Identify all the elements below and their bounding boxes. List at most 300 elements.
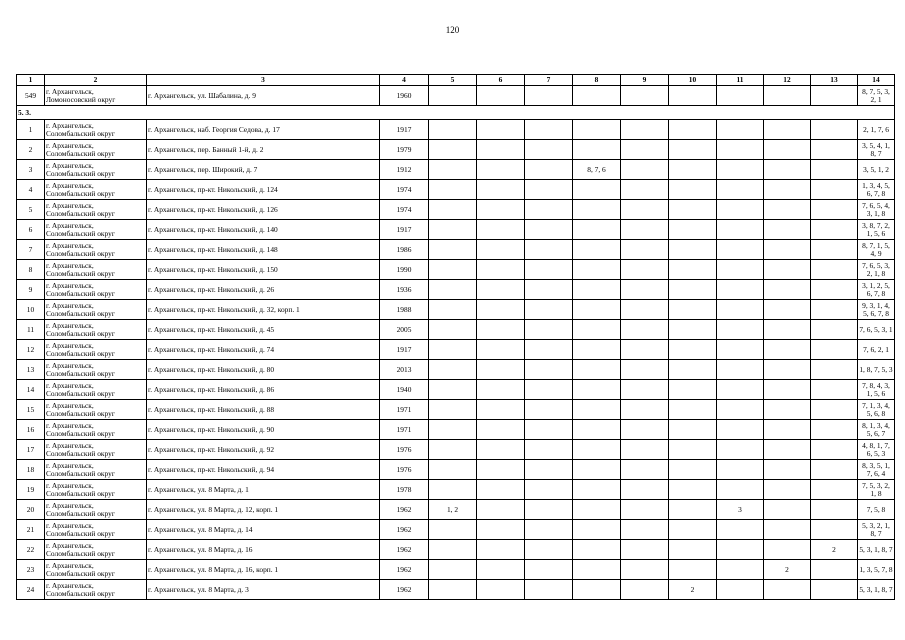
district-cell: г. Архангельск, Соломбальский округ: [45, 320, 147, 340]
col12-cell: [764, 480, 811, 500]
table-row: [17, 280, 895, 300]
col7-cell: [525, 560, 573, 580]
address-cell: г. Архангельск, ул. 8 Марта, д. 16: [147, 540, 380, 560]
col12-cell: [764, 540, 811, 560]
col10-cell: [669, 440, 717, 460]
col5-cell: [429, 140, 477, 160]
row-number: 5: [17, 200, 45, 220]
col14-cell: 3, 8, 7, 2, 1, 5, 6: [858, 220, 895, 240]
col13-cell: [811, 520, 858, 540]
column-header: 7: [525, 75, 573, 86]
col12-cell: [764, 340, 811, 360]
col12-cell: [764, 140, 811, 160]
year-cell: 1962: [380, 520, 429, 540]
column-header: 4: [380, 75, 429, 86]
col5-cell: [429, 200, 477, 220]
col7-cell: [525, 200, 573, 220]
year-cell: 1971: [380, 400, 429, 420]
col9-cell: [621, 86, 669, 106]
col14-cell: 7, 6, 5, 4, 3, 1, 8: [858, 200, 895, 220]
col8-cell: [573, 400, 621, 420]
row-number: 15: [17, 400, 45, 420]
address-cell: г. Архангельск, ул. 8 Марта, д. 14: [147, 520, 380, 540]
col9-cell: [621, 280, 669, 300]
table-row: [17, 400, 895, 420]
col14-cell: 7, 5, 8: [858, 500, 895, 520]
table-row: [17, 200, 895, 220]
year-cell: 1976: [380, 440, 429, 460]
col14-cell: 7, 6, 5, 3, 1: [858, 320, 895, 340]
col6-cell: [477, 220, 525, 240]
col7-cell: [525, 300, 573, 320]
col9-cell: [621, 240, 669, 260]
col8-cell: [573, 360, 621, 380]
col10-cell: [669, 360, 717, 380]
row-number: 20: [17, 500, 45, 520]
district-cell: г. Архангельск, Соломбальский округ: [45, 360, 147, 380]
row-number: 23: [17, 560, 45, 580]
col11-cell: [717, 280, 764, 300]
table-row: [17, 520, 895, 540]
col11-cell: [717, 120, 764, 140]
col5-cell: [429, 180, 477, 200]
column-header: 5: [429, 75, 477, 86]
col7-cell: [525, 400, 573, 420]
col10-cell: [669, 520, 717, 540]
column-header: 13: [811, 75, 858, 86]
row-number: 14: [17, 380, 45, 400]
col14-cell: 8, 7, 1, 5, 4, 9: [858, 240, 895, 260]
col6-cell: [477, 160, 525, 180]
col10-cell: [669, 540, 717, 560]
column-header: 10: [669, 75, 717, 86]
year-cell: 1971: [380, 420, 429, 440]
col13-cell: [811, 200, 858, 220]
col10-cell: [669, 500, 717, 520]
table-row: [17, 86, 895, 106]
col9-cell: [621, 380, 669, 400]
district-cell: г. Архангельск, Соломбальский округ: [45, 120, 147, 140]
table-row: [17, 560, 895, 580]
col10-cell: [669, 280, 717, 300]
col7-cell: [525, 160, 573, 180]
col8-cell: [573, 460, 621, 480]
col11-cell: [717, 200, 764, 220]
col14-cell: 3, 5, 1, 2: [858, 160, 895, 180]
col6-cell: [477, 140, 525, 160]
col8-cell: [573, 240, 621, 260]
col11-cell: [717, 340, 764, 360]
row-number: 16: [17, 420, 45, 440]
col14-cell: 3, 5, 4, 1, 8, 7: [858, 140, 895, 160]
col9-cell: [621, 420, 669, 440]
col8-cell: [573, 320, 621, 340]
col14-cell: 5, 3, 2, 1, 8, 7: [858, 520, 895, 540]
col6-cell: [477, 120, 525, 140]
col7-cell: [525, 340, 573, 360]
year-cell: 1990: [380, 260, 429, 280]
col11-cell: [717, 420, 764, 440]
row-number: 2: [17, 140, 45, 160]
row-number: 6: [17, 220, 45, 240]
district-cell: г. Архангельск, Соломбальский округ: [45, 340, 147, 360]
address-cell: г. Архангельск, пр-кт. Никольский, д. 26: [147, 280, 380, 300]
col12-cell: [764, 120, 811, 140]
col13-cell: [811, 340, 858, 360]
col14-cell: 4, 8, 1, 7, 6, 5, 3: [858, 440, 895, 460]
page-number: 120: [445, 25, 460, 35]
col8-cell: [573, 140, 621, 160]
col5-cell: [429, 400, 477, 420]
district-cell: г. Архангельск, Соломбальский округ: [45, 580, 147, 600]
year-cell: 2013: [380, 360, 429, 380]
col8-cell: [573, 86, 621, 106]
col13-cell: [811, 500, 858, 520]
col7-cell: [525, 520, 573, 540]
col5-cell: [429, 580, 477, 600]
address-cell: г. Архангельск, пр-кт. Никольский, д. 32, корп. 1: [147, 300, 380, 320]
district-cell: г. Архангельск, Соломбальский округ: [45, 180, 147, 200]
col12-cell: [764, 460, 811, 480]
address-cell: г. Архангельск, ул. 8 Марта, д. 1: [147, 480, 380, 500]
col10-cell: [669, 460, 717, 480]
address-cell: г. Архангельск, пр-кт. Никольский, д. 140: [147, 220, 380, 240]
col11-cell: [717, 160, 764, 180]
table-row: [17, 240, 895, 260]
col10-cell: [669, 480, 717, 500]
col12-cell: [764, 160, 811, 180]
col12-cell: [764, 200, 811, 220]
col13-cell: [811, 420, 858, 440]
col12-cell: 2: [764, 560, 811, 580]
col12-cell: [764, 220, 811, 240]
col9-cell: [621, 300, 669, 320]
col13-cell: 2: [811, 540, 858, 560]
col8-cell: [573, 420, 621, 440]
table-row: [17, 220, 895, 240]
col11-cell: [717, 460, 764, 480]
col14-cell: 7, 6, 5, 3, 2, 1, 8: [858, 260, 895, 280]
col5-cell: [429, 120, 477, 140]
district-cell: г. Архангельск, Соломбальский округ: [45, 300, 147, 320]
col6-cell: [477, 400, 525, 420]
col9-cell: [621, 500, 669, 520]
year-cell: 1962: [380, 500, 429, 520]
col8-cell: [573, 260, 621, 280]
district-cell: г. Архангельск, Соломбальский округ: [45, 400, 147, 420]
address-cell: г. Архангельск, пр-кт. Никольский, д. 92: [147, 440, 380, 460]
table-row: [17, 360, 895, 380]
col5-cell: [429, 460, 477, 480]
table-row: [17, 440, 895, 460]
col6-cell: [477, 300, 525, 320]
col6-cell: [477, 380, 525, 400]
col10-cell: [669, 320, 717, 340]
col5-cell: [429, 340, 477, 360]
year-cell: 1917: [380, 220, 429, 240]
col14-cell: 7, 6, 2, 1: [858, 340, 895, 360]
col14-cell: 5, 3, 1, 8, 7: [858, 540, 895, 560]
col12-cell: [764, 240, 811, 260]
district-cell: г. Архангельск, Соломбальский округ: [45, 220, 147, 240]
col11-cell: [717, 580, 764, 600]
col14-cell: 8, 1, 3, 4, 5, 6, 7: [858, 420, 895, 440]
col8-cell: [573, 560, 621, 580]
year-cell: 1962: [380, 540, 429, 560]
col14-cell: 1, 3, 4, 5, 6, 7, 8: [858, 180, 895, 200]
col6-cell: [477, 580, 525, 600]
address-cell: г. Архангельск, ул. 8 Марта, д. 16, корп. 1: [147, 560, 380, 580]
col13-cell: [811, 140, 858, 160]
table-row: [17, 140, 895, 160]
col6-cell: [477, 280, 525, 300]
col11-cell: [717, 220, 764, 240]
year-cell: 1978: [380, 480, 429, 500]
col6-cell: [477, 240, 525, 260]
col8-cell: [573, 180, 621, 200]
col6-cell: [477, 360, 525, 380]
row-number: 3: [17, 160, 45, 180]
col11-cell: [717, 260, 764, 280]
col5-cell: [429, 260, 477, 280]
col13-cell: [811, 320, 858, 340]
col10-cell: [669, 300, 717, 320]
column-header: 3: [147, 75, 380, 86]
col6-cell: [477, 420, 525, 440]
col6-cell: [477, 260, 525, 280]
col5-cell: [429, 360, 477, 380]
col8-cell: [573, 500, 621, 520]
district-cell: г. Архангельск, Соломбальский округ: [45, 260, 147, 280]
table-row: [17, 380, 895, 400]
column-header: 8: [573, 75, 621, 86]
col11-cell: 3: [717, 500, 764, 520]
address-cell: г. Архангельск, пр-кт. Никольский, д. 150: [147, 260, 380, 280]
col12-cell: [764, 180, 811, 200]
col10-cell: [669, 200, 717, 220]
col10-cell: [669, 180, 717, 200]
table-row: [17, 160, 895, 180]
col11-cell: [717, 360, 764, 380]
row-number: 9: [17, 280, 45, 300]
col13-cell: [811, 400, 858, 420]
year-cell: 1962: [380, 580, 429, 600]
row-number: 12: [17, 340, 45, 360]
col11-cell: [717, 300, 764, 320]
column-header: 12: [764, 75, 811, 86]
col11-cell: [717, 140, 764, 160]
col9-cell: [621, 360, 669, 380]
col7-cell: [525, 320, 573, 340]
year-cell: 1974: [380, 180, 429, 200]
col9-cell: [621, 260, 669, 280]
col12-cell: [764, 260, 811, 280]
district-cell: г. Архангельск, Соломбальский округ: [45, 440, 147, 460]
district-cell: г. Архангельск, Соломбальский округ: [45, 460, 147, 480]
col13-cell: [811, 240, 858, 260]
address-cell: г. Архангельск, пр-кт. Никольский, д. 74: [147, 340, 380, 360]
col6-cell: [477, 440, 525, 460]
table-row: [17, 320, 895, 340]
col14-cell: 7, 5, 3, 2, 1, 8: [858, 480, 895, 500]
col10-cell: [669, 340, 717, 360]
col13-cell: [811, 86, 858, 106]
column-header: 14: [858, 75, 895, 86]
col13-cell: [811, 120, 858, 140]
year-cell: 2005: [380, 320, 429, 340]
col12-cell: [764, 400, 811, 420]
col9-cell: [621, 160, 669, 180]
col14-cell: 9, 3, 1, 4, 5, 6, 7, 8: [858, 300, 895, 320]
col10-cell: [669, 400, 717, 420]
col9-cell: [621, 440, 669, 460]
district-cell: г. Архангельск, Ломоносовский округ: [45, 86, 147, 106]
table-row: [17, 300, 895, 320]
col5-cell: [429, 320, 477, 340]
col7-cell: [525, 140, 573, 160]
col6-cell: [477, 520, 525, 540]
district-cell: г. Архангельск, Соломбальский округ: [45, 540, 147, 560]
col6-cell: [477, 540, 525, 560]
col6-cell: [477, 86, 525, 106]
table-row: [17, 500, 895, 520]
row-number: 4: [17, 180, 45, 200]
col14-cell: 7, 1, 3, 4, 5, 6, 8: [858, 400, 895, 420]
column-header: 2: [45, 75, 147, 86]
col13-cell: [811, 360, 858, 380]
col8-cell: [573, 200, 621, 220]
row-number: 549: [17, 86, 45, 106]
col11-cell: [717, 320, 764, 340]
col8-cell: [573, 480, 621, 500]
col10-cell: 2: [669, 580, 717, 600]
col13-cell: [811, 580, 858, 600]
col9-cell: [621, 200, 669, 220]
col12-cell: [764, 440, 811, 460]
year-cell: 1962: [380, 560, 429, 580]
district-cell: г. Архангельск, Соломбальский округ: [45, 560, 147, 580]
col14-cell: 2, 1, 7, 6: [858, 120, 895, 140]
table-row: [17, 580, 895, 600]
col12-cell: [764, 580, 811, 600]
col8-cell: [573, 220, 621, 240]
col8-cell: [573, 300, 621, 320]
col14-cell: 5, 3, 1, 8, 7: [858, 580, 895, 600]
col11-cell: [717, 86, 764, 106]
col12-cell: [764, 520, 811, 540]
address-cell: г. Архангельск, пр-кт. Никольский, д. 126: [147, 200, 380, 220]
col9-cell: [621, 220, 669, 240]
col9-cell: [621, 480, 669, 500]
col5-cell: [429, 420, 477, 440]
row-number: 8: [17, 260, 45, 280]
district-cell: г. Архангельск, Соломбальский округ: [45, 140, 147, 160]
address-cell: г. Архангельск, пр-кт. Никольский, д. 94: [147, 460, 380, 480]
col9-cell: [621, 580, 669, 600]
year-cell: 1936: [380, 280, 429, 300]
table-row: [17, 260, 895, 280]
col7-cell: [525, 180, 573, 200]
col10-cell: [669, 380, 717, 400]
row-number: 24: [17, 580, 45, 600]
district-cell: г. Архангельск, Соломбальский округ: [45, 500, 147, 520]
col7-cell: [525, 580, 573, 600]
col7-cell: [525, 86, 573, 106]
row-number: 18: [17, 460, 45, 480]
col6-cell: [477, 180, 525, 200]
address-cell: г. Архангельск, пр-кт. Никольский, д. 45: [147, 320, 380, 340]
year-cell: 1976: [380, 460, 429, 480]
col8-cell: [573, 580, 621, 600]
col11-cell: [717, 240, 764, 260]
col11-cell: [717, 180, 764, 200]
section-row: [17, 106, 895, 120]
col8-cell: [573, 520, 621, 540]
address-cell: г. Архангельск, пр-кт. Никольский, д. 86: [147, 380, 380, 400]
col8-cell: [573, 280, 621, 300]
year-cell: 1974: [380, 200, 429, 220]
col9-cell: [621, 140, 669, 160]
table-row: [17, 340, 895, 360]
section-label: 5. 3.: [17, 106, 895, 120]
row-number: 21: [17, 520, 45, 540]
col12-cell: [764, 320, 811, 340]
col6-cell: [477, 500, 525, 520]
year-cell: 1917: [380, 340, 429, 360]
address-cell: г. Архангельск, пр-кт. Никольский, д. 80: [147, 360, 380, 380]
col9-cell: [621, 400, 669, 420]
column-header: 9: [621, 75, 669, 86]
col7-cell: [525, 220, 573, 240]
address-cell: г. Архангельск, пр-кт. Никольский, д. 90: [147, 420, 380, 440]
col10-cell: [669, 420, 717, 440]
col5-cell: 1, 2: [429, 500, 477, 520]
address-cell: г. Архангельск, пр-кт. Никольский, д. 88: [147, 400, 380, 420]
district-cell: г. Архангельск, Соломбальский округ: [45, 160, 147, 180]
register-table: [16, 74, 895, 600]
row-number: 7: [17, 240, 45, 260]
col12-cell: [764, 360, 811, 380]
col11-cell: [717, 540, 764, 560]
district-cell: г. Архангельск, Соломбальский округ: [45, 200, 147, 220]
col9-cell: [621, 120, 669, 140]
col13-cell: [811, 480, 858, 500]
col13-cell: [811, 300, 858, 320]
row-number: 13: [17, 360, 45, 380]
address-cell: г. Архангельск, наб. Георгия Седова, д. 17: [147, 120, 380, 140]
district-cell: г. Архангельск, Соломбальский округ: [45, 520, 147, 540]
address-cell: г. Архангельск, ул. Шабалина, д. 9: [147, 86, 380, 106]
col11-cell: [717, 560, 764, 580]
col7-cell: [525, 280, 573, 300]
col10-cell: [669, 120, 717, 140]
col14-cell: 1, 3, 5, 7, 8: [858, 560, 895, 580]
col12-cell: [764, 380, 811, 400]
col14-cell: 8, 7, 5, 3, 2, 1: [858, 86, 895, 106]
col10-cell: [669, 140, 717, 160]
col8-cell: [573, 380, 621, 400]
col10-cell: [669, 220, 717, 240]
col8-cell: [573, 540, 621, 560]
col7-cell: [525, 240, 573, 260]
col14-cell: 8, 3, 5, 1, 7, 6, 4: [858, 460, 895, 480]
col11-cell: [717, 480, 764, 500]
col14-cell: 1, 8, 7, 5, 3: [858, 360, 895, 380]
address-cell: г. Архангельск, ул. 8 Марта, д. 12, корп. 1: [147, 500, 380, 520]
col5-cell: [429, 160, 477, 180]
col13-cell: [811, 380, 858, 400]
table-row: [17, 480, 895, 500]
